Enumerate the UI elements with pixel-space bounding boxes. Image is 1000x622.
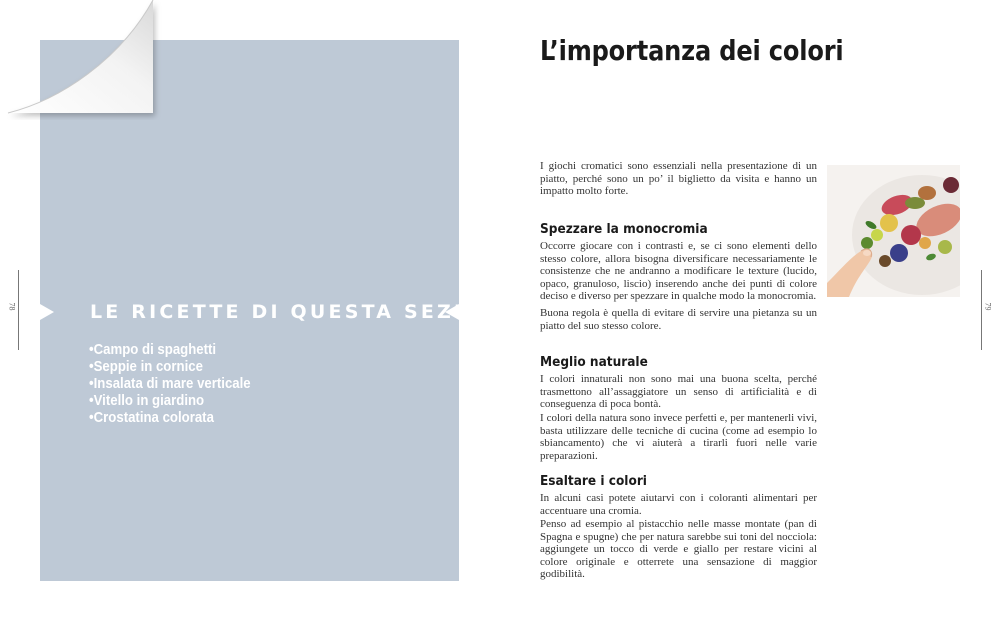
recipe-item: •Seppie in cornice [89,358,203,375]
panel-notch-left [40,304,54,320]
recipe-item: •Vitello in giardino [89,392,205,409]
food-photo [827,165,960,297]
paragraph: Occorre giocare con i contrasti e, se ci sono elementi dello stesso colore, allora bisogna diversificare necessariamente le consistenze che ne andranno a modificare le texture (lucido, opaco, granuloso, liscio) inserendo anche dei punti di colore deciso e diverso per spezzare in qualche modo la monocromia. [540,240,817,303]
subheading-monocromia: Spezzare la monocromia [540,221,708,237]
page-number-left: 78 [7,302,17,311]
margin-rule-right [981,270,982,350]
section-title: LE RICETTE DI QUESTA SEZIONE [90,301,519,323]
recipe-list [89,341,273,426]
page-curl-icon[interactable] [0,0,170,120]
paragraph: I colori innaturali non sono mai una buona scelta, perché trasmettono all’assaggiatore un senso di artificialità e di conseguenza di poca bontà. [540,373,817,411]
subheading-esaltare: Esaltare i colori [540,473,647,489]
paragraph: I colori della natura sono invece perfetti e, per mantenerli vivi, basta utilizzare delle tecniche di cucina (come ad esempio lo sbiancamento) che vi aiuterà a tirarli fuori nelle varie preparazioni. [540,412,817,462]
paragraph: In alcuni casi potete aiutarvi con i coloranti alimentari per accentuare una cromia. [540,492,817,517]
recipe-item: •Campo di spaghetti [89,341,217,358]
subheading-naturale: Meglio naturale [540,354,648,370]
paragraph: Penso ad esempio al pistacchio nelle masse montate (pan di Spagna e spugne) che per natura sarebbe sui toni del nocciola: aggiungete un tocco di verde e giallo per restare vicini al colore originale e otterrete una sensazione di maggior godibilità. [540,518,817,581]
margin-rule-left [18,270,19,350]
intro-paragraph: I giochi cromatici sono essenziali nella presentazione di un piatto, perché sono un po’ il biglietto da visita e hanno un impatto molto forte. [540,160,817,198]
paragraph: Buona regola è quella di evitare di servire una pietanza su un piatto del suo stesso colore. [540,307,817,332]
food-photo-illustration [827,165,960,297]
page-title: L’importanza dei colori [540,34,844,67]
recipe-item: •Insalata di mare verticale [89,375,251,392]
recipe-item: •Crostatina colorata [89,409,214,426]
page-number-right: 79 [983,302,993,311]
